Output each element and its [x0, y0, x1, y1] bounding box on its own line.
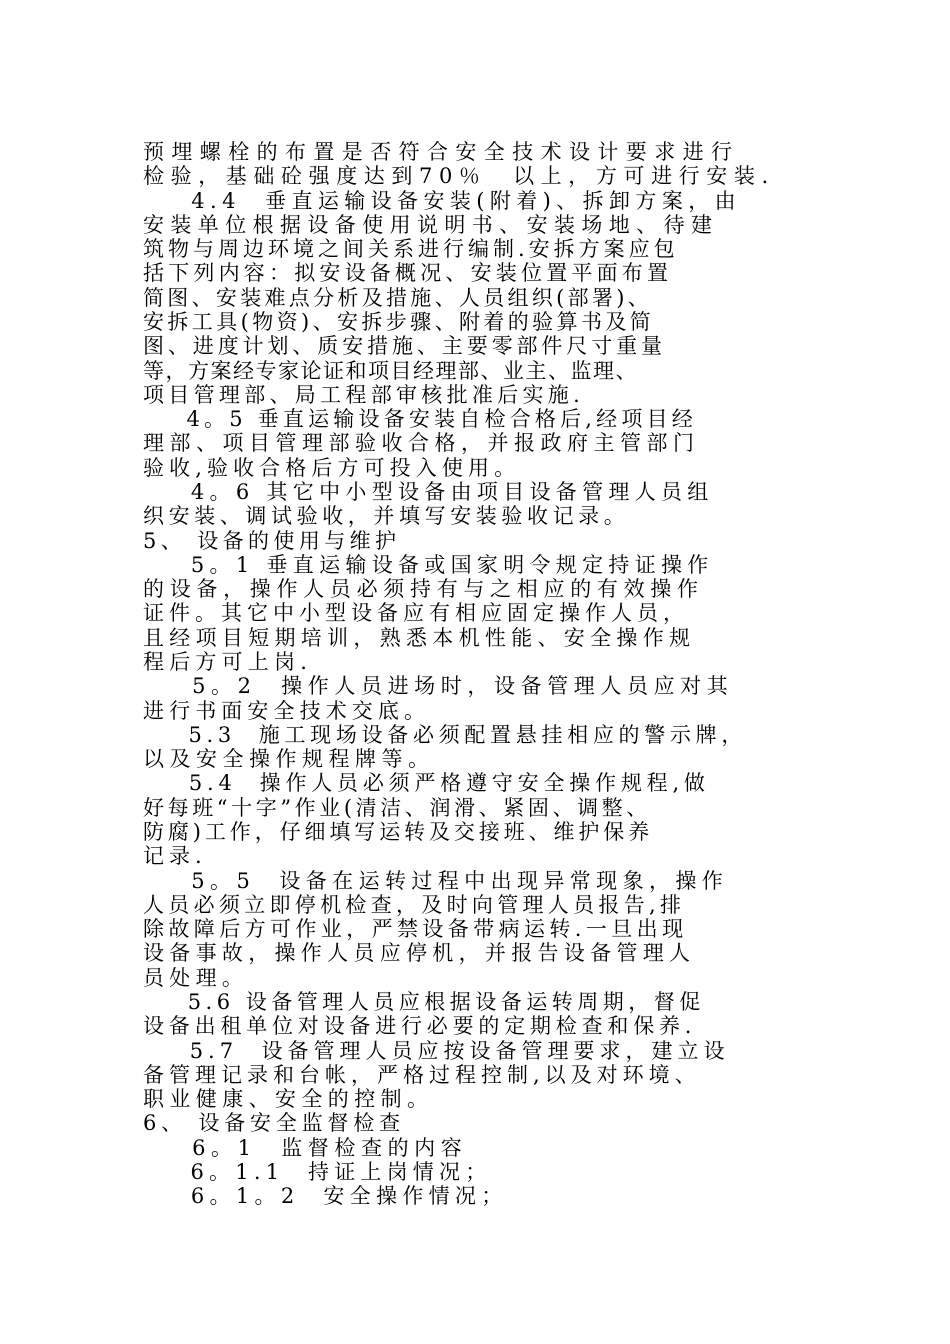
text-line: 织安装、调试验收，并填写安装验收记录。 — [143, 504, 630, 528]
text-line: 除故障后方可作业，严禁设备带病运转.一旦出现 — [143, 917, 688, 941]
text-line: 5。2 操作人员进场时，设备管理人员应对其 — [143, 674, 734, 698]
text-line: 进行书面安全技术交底。 — [143, 699, 431, 723]
text-line: 安拆工具(物资)、安拆步骤、附着的验算书及简 — [143, 310, 655, 334]
text-line: 6。1 监督检查的内容 — [143, 1136, 468, 1160]
text-line: 括下列内容：拟安设备概况、安装位置平面布置 — [143, 261, 673, 285]
text-line: 人员必须立即停机检查，及时向管理人员报告,排 — [143, 893, 686, 917]
text-line: 4。6 其它中小型设备由项目设备管理人员组 — [143, 480, 714, 504]
text-line: 备管理记录和台帐，严格过程控制,以及对环境、 — [143, 1063, 701, 1087]
text-line: 检验，基础砼强度达到70％ 以上，方可进行安装. — [143, 164, 775, 188]
text-line: 5.3 施工现场设备必须配置悬挂相应的警示牌， — [143, 723, 748, 747]
text-line: 预埋螺栓的布置是否符合安全技术设计要求进行 — [143, 140, 740, 164]
text-line: 且经项目短期培训，熟悉本机性能、安全操作规 — [143, 626, 696, 650]
text-line: 职业健康、安全的控制。 — [143, 1087, 434, 1111]
section-heading: 6、 设备安全监督检查 — [143, 1111, 405, 1135]
text-line: 理部、项目管理部验收合格，并报政府主管部门 — [143, 431, 700, 455]
text-line: 的设备，操作人员必须持有与之相应的有效操作 — [143, 577, 704, 601]
text-line: 5.6 设备管理人员应根据设备运转周期，督促 — [143, 990, 705, 1014]
text-line: 6。1。2 安全操作情况； — [143, 1184, 508, 1208]
text-line: 员处理。 — [143, 966, 249, 990]
text-line: 验收,验收合格后方可投入使用。 — [143, 456, 521, 480]
text-line: 项目管理部、局工程部审核批准后实施. — [143, 383, 585, 407]
text-line: 4.4 垂直运输设备安装(附着)、拆卸方案，由 — [143, 189, 742, 213]
text-line: 4。5 垂直运输设备安装自检合格后,经项目经 — [143, 407, 697, 431]
text-line: 5。1 垂直运输设备或国家明令规定持证操作 — [143, 553, 714, 577]
text-line: 以及安全操作规程牌等。 — [143, 747, 435, 771]
text-line: 防腐)工作，仔细填写运转及交接班、维护保养 — [143, 820, 654, 844]
text-line: 记录. — [143, 844, 207, 868]
text-line: 图、进度计划、质安措施、主要零部件尺寸重量 — [143, 334, 666, 358]
text-line: 等，方案经专家论证和项目经理部、业主、监理、 — [143, 359, 638, 383]
text-line: 简图、安装难点分析及措施、人员组织(部署)、 — [143, 286, 652, 310]
text-line: 设备出租单位对设备进行必要的定期检查和保养. — [143, 1014, 697, 1038]
text-line: 证件。其它中小型设备应有相应固定操作人员， — [143, 601, 689, 625]
text-line: 5。5 设备在运转过程中出现异常现象，操作 — [143, 869, 729, 893]
text-line: 设备事故，操作人员应停机，并报告设备管理人 — [143, 941, 696, 965]
text-line: 程后方可上岗. — [143, 650, 313, 674]
text-line: 筑物与周边环境之间关系进行编制.安拆方案应包 — [143, 237, 679, 261]
section-heading: 5、 设备的使用与维护 — [143, 529, 401, 553]
text-line: 6。1.1 持证上岗情况； — [143, 1160, 492, 1184]
text-line: 5.4 操作人员必须严格遵守安全操作规程,做 — [143, 771, 710, 795]
text-line: 安装单位根据设备使用说明书、安装场地、待建 — [143, 213, 719, 237]
text-line: 好每班“十字”作业(清洁、润滑、紧固、调整、 — [143, 796, 651, 820]
text-line: 5.7 设备管理人员应按设备管理要求，建立设 — [143, 1039, 730, 1063]
